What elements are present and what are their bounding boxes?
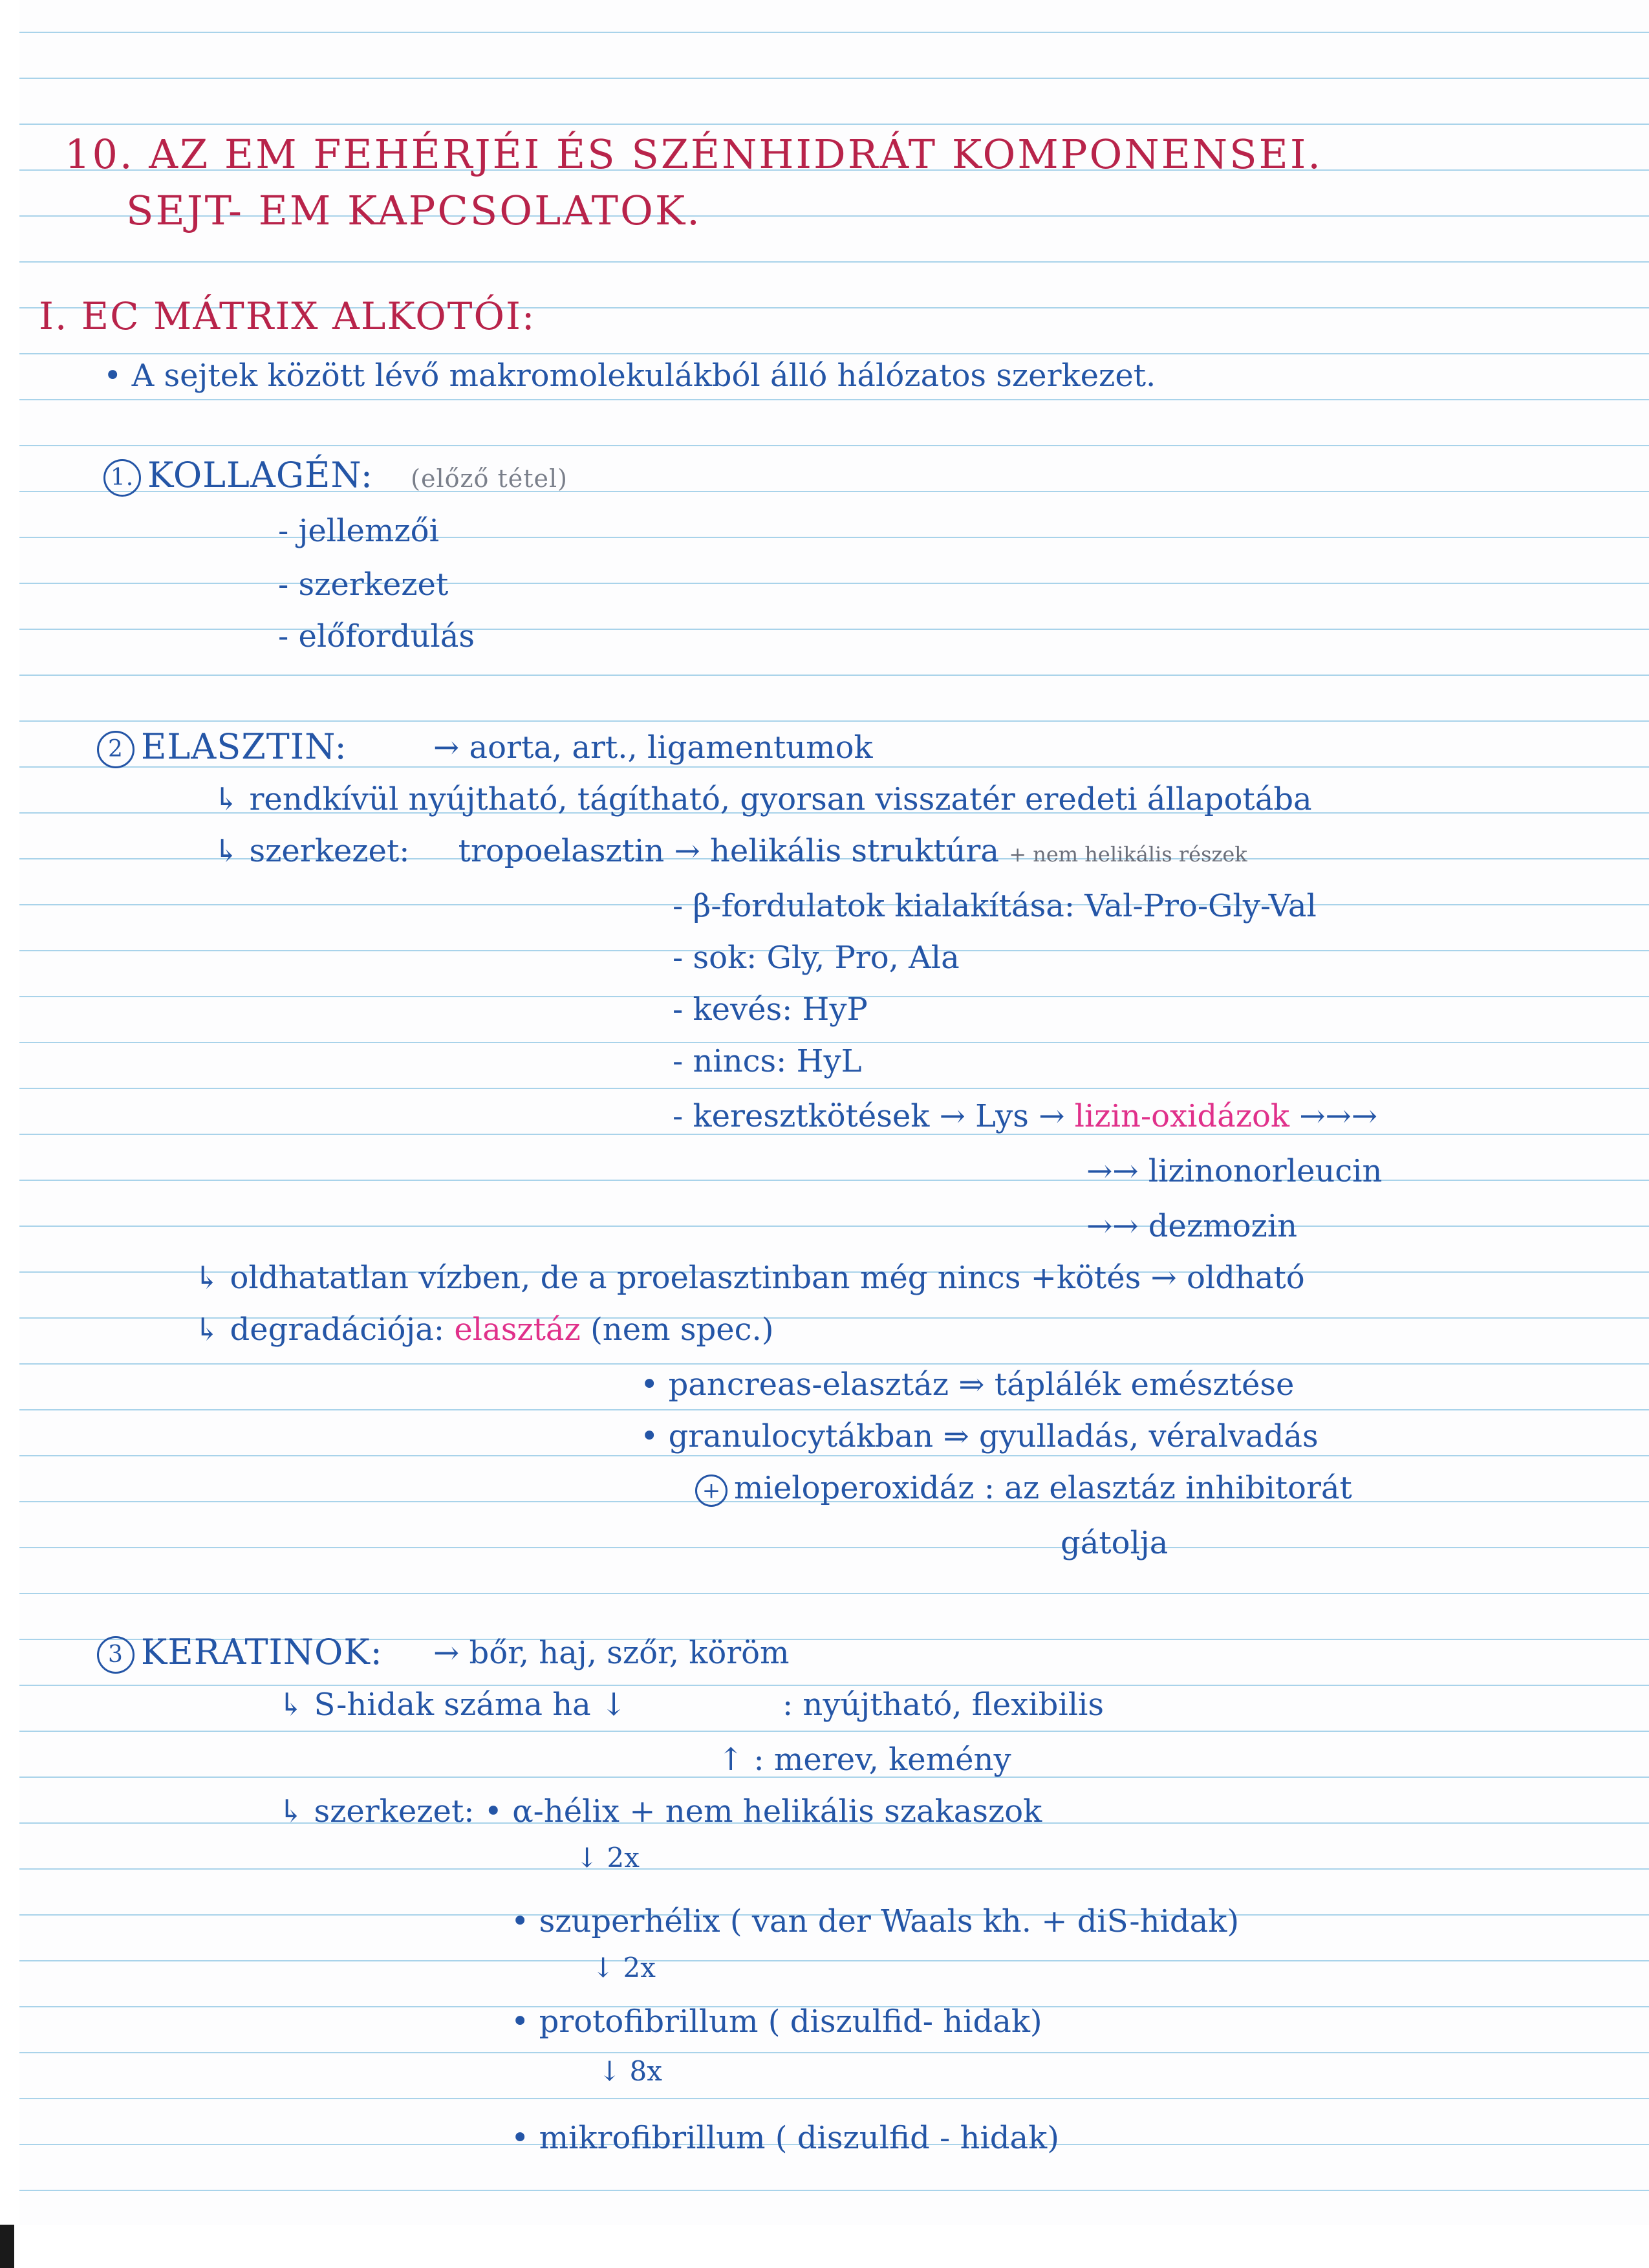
elasztin-detail: - kevés: HyP xyxy=(673,991,868,1028)
kollagen-item: - jellemzői xyxy=(278,513,439,549)
number-badge: 1. xyxy=(103,459,141,497)
structure-label: ↳ szerkezet: xyxy=(213,833,410,869)
structure-main: tropoelasztin → helikális struktúra xyxy=(458,833,999,869)
kollagen-title: KOLLAGÉN: xyxy=(147,455,373,495)
elasztin-heading xyxy=(97,728,347,768)
scan-edge xyxy=(0,2225,1649,2268)
keratin-level: • mikrofibrillum ( diszulfid - hidak) xyxy=(511,2120,1059,2156)
elasztin-property: ↳ rendkívül nyújtható, tágítható, gyorsan visszatér eredeti állapotába xyxy=(213,781,1312,817)
degradation-label: ↳ degradációja: xyxy=(194,1312,445,1348)
elasztin-degradation xyxy=(194,1313,774,1347)
elasztaz-highlight: elasztáz xyxy=(454,1312,581,1348)
section-heading: I. EC MÁTRIX ALKOTÓI: xyxy=(39,294,536,338)
page-margin xyxy=(0,0,19,2268)
mieloperoxidaz-line xyxy=(695,1471,1352,1507)
elasztin-title: ELASZTIN: xyxy=(141,726,347,767)
structure-note: + nem helikális részek xyxy=(1009,842,1247,867)
section-intro: • A sejtek között lévő makromolekulákból álló hálózatos szerkezet. xyxy=(103,358,1156,394)
number-badge: 3 xyxy=(97,1636,135,1674)
keratin-s-bridges: ↳ S-hidak száma ha ↓ xyxy=(278,1687,627,1723)
elasztin-detail: - nincs: HyL xyxy=(673,1043,862,1079)
mieloperoxidaz-continuation: gátolja xyxy=(1061,1525,1169,1561)
keratin-step: ↓ 2x xyxy=(592,1952,656,1983)
plus-circle-icon: + xyxy=(695,1474,727,1507)
crosslink-prefix: - keresztkötések → Lys → xyxy=(673,1098,1065,1134)
keratin-level: • szuperhélix ( van der Waals kh. + diS-hidak) xyxy=(511,1903,1240,1939)
lizin-oxidaz-highlight: lizin-oxidázok xyxy=(1074,1098,1290,1134)
keratinok-title: KERATINOK: xyxy=(141,1632,383,1672)
elasztin-location: → aorta, art., ligamentumok xyxy=(433,729,873,766)
keratinok-heading xyxy=(97,1633,383,1674)
elasztin-detail: - sok: Gly, Pro, Ala xyxy=(673,940,960,976)
degradation-item: • granulocytákban ⇒ gyulladás, véralvadás xyxy=(640,1418,1319,1454)
kollagen-heading xyxy=(103,456,568,497)
kollagen-item: - szerkezet xyxy=(278,567,449,603)
number-badge: 2 xyxy=(97,731,135,768)
keratin-step: ↓ 2x xyxy=(576,1842,640,1874)
elasztin-structure xyxy=(213,834,1247,869)
keratin-s-bridges-low: : nyújtható, flexibilis xyxy=(782,1687,1105,1723)
elasztin-detail: - β-fordulatok kialakítása: Val-Pro-Gly-Val xyxy=(673,888,1317,924)
elasztin-solubility: ↳ oldhatatlan vízben, de a proelasztinban még nincs +kötés → oldható xyxy=(194,1260,1305,1296)
page-title-line-1: 10. AZ EM FEHÉRJÉI ÉS SZÉNHIDRÁT KOMPONENSEI. xyxy=(65,131,1323,178)
crosslink-line xyxy=(673,1099,1377,1134)
crosslink-product: →→ dezmozin xyxy=(1086,1208,1298,1244)
keratinok-location: → bőr, haj, szőr, köröm xyxy=(433,1635,790,1671)
page-title-line-2: SEJT- EM KAPCSOLATOK. xyxy=(126,187,702,234)
kollagen-item: - előfordulás xyxy=(278,618,475,654)
crosslink-arrows: →→→ xyxy=(1299,1098,1377,1134)
keratin-s-bridges-high: ↑ : merev, kemény xyxy=(718,1742,1011,1778)
keratin-step: ↓ 8x xyxy=(598,2055,662,2087)
crosslink-product: →→ lizinonorleucin xyxy=(1086,1153,1383,1189)
degradation-item: • pancreas-elasztáz ⇒ táplálék emésztése xyxy=(640,1366,1295,1403)
keratin-structure: ↳ szerkezet: • α-hélix + nem helikális szakaszok xyxy=(278,1793,1042,1830)
kollagen-note: (előző tétel) xyxy=(411,464,568,493)
keratin-level: • protofibrillum ( diszulfid- hidak) xyxy=(511,2003,1042,2040)
degradation-note: (nem spec.) xyxy=(590,1312,774,1348)
mieloperoxidaz-text: mieloperoxidáz : az elasztáz inhibitorát xyxy=(734,1470,1352,1506)
